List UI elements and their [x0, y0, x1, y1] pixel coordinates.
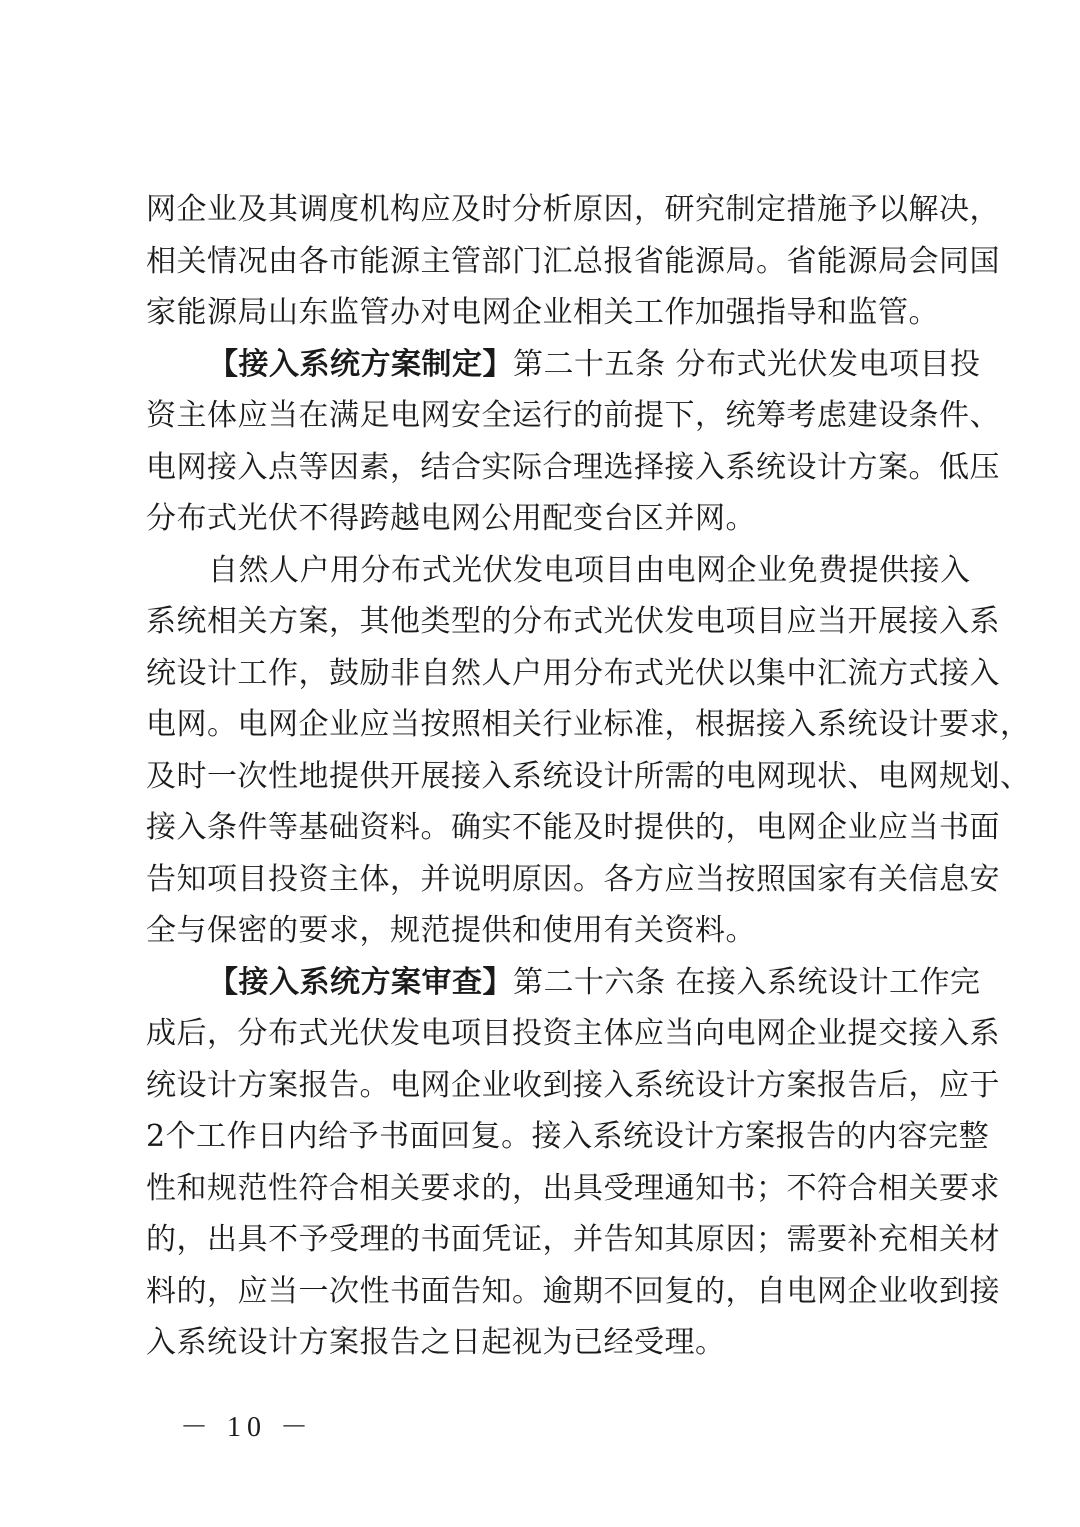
body-line: 分布式光伏不得跨越电网公用配变台区并网。	[146, 501, 756, 536]
body-line: 及时一次性地提供开展接入系统设计所需的电网现状、电网规划、	[146, 758, 1031, 794]
article-25-first-line	[146, 339, 981, 391]
body-line: 系统相关方案，其他类型的分布式光伏发电项目应当开展接入系	[146, 604, 1000, 639]
article-25-title: 第二十五条 分布式光伏发电项目投	[513, 346, 981, 382]
body-line: 资主体应当在满足电网安全运行的前提下，统筹考虑建设条件、	[146, 398, 1000, 433]
body-line: 性和规范性符合相关要求的，出具受理通知书；不符合相关要求	[146, 1170, 1000, 1206]
article-26-first-line	[146, 957, 981, 1009]
body-line: 的，出具不予受理的书面凭证，并告知其原因；需要补充相关材	[146, 1222, 1000, 1257]
body-line: 统设计工作，鼓励非自然人户用分布式光伏以集中汇流方式接入	[146, 655, 1000, 691]
body-line: 家能源局山东监管办对电网企业相关工作加强指导和监管。	[146, 295, 939, 330]
page-number: － 10 －	[180, 1412, 315, 1443]
body-line: 入系统设计方案报告之日起视为已经受理。	[146, 1325, 726, 1360]
paragraph-first-line: 自然人户用分布式光伏发电项目由电网企业免费提供接入	[208, 552, 971, 588]
body-line: 全与保密的要求，规范提供和使用有关资料。	[146, 913, 756, 948]
body-line: 成后，分布式光伏发电项目投资主体应当向电网企业提交接入系	[146, 1016, 1000, 1051]
body-line: 电网。电网企业应当按照相关行业标准，根据接入系统设计要求，	[146, 707, 1031, 742]
article-25-heading: 【接入系统方案制定】	[208, 346, 513, 382]
body-line: 料的，应当一次性书面告知。逾期不回复的，自电网企业收到接	[146, 1273, 1000, 1309]
document-body	[146, 184, 1031, 1369]
body-line: 电网接入点等因素，结合实际合理选择接入系统设计方案。低压	[146, 449, 1000, 485]
body-line: 2个工作日内给予书面回复。接入系统设计方案报告的内容完整	[146, 1119, 990, 1154]
article-26-heading: 【接入系统方案审查】	[208, 964, 513, 1000]
body-line: 统设计方案报告。电网企业收到接入系统设计方案报告后，应于	[146, 1067, 1000, 1103]
body-line: 告知项目投资主体，并说明原因。各方应当按照国家有关信息安	[146, 861, 1000, 897]
body-line: 网企业及其调度机构应及时分析原因，研究制定措施予以解决，	[146, 192, 1000, 227]
body-line: 相关情况由各市能源主管部门汇总报省能源局。省能源局会同国	[146, 243, 1000, 279]
body-line: 接入条件等基础资料。确实不能及时提供的，电网企业应当书面	[146, 810, 1000, 845]
article-26-title: 第二十六条 在接入系统设计工作完	[513, 964, 981, 1000]
